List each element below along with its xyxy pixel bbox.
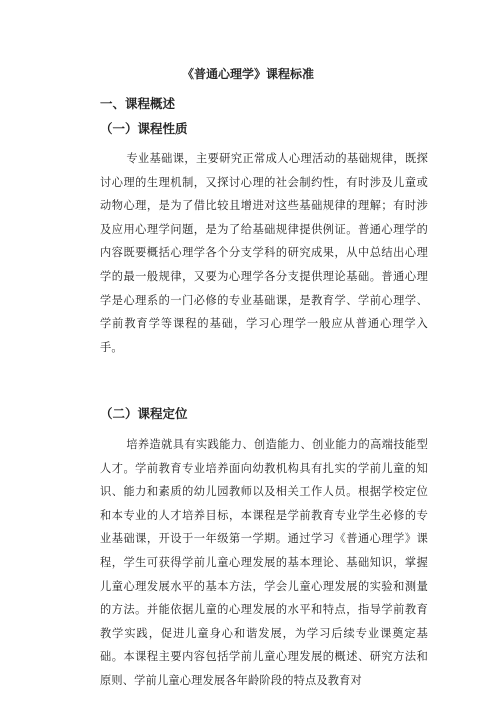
paragraph-course-positioning: 培养造就具有实践能力、创造能力、创业能力的高端技能型人才。学前教育专业培养面向幼教机构具有扎实的学前儿童的知识、能力和素质的幼儿园教师以及相关工作人员。根据学校定位和本专业的人才培养目标，本课程是学前教育专业学生必修的专业基础课，开设于一年级第一学期。通过学习《普通心理学》课程，学生可获得学前儿童心理发展的基本理论、基础知识，掌握儿童心理发展水平的基本方法，学会儿童心理发展的实验和测量的方法。并能依据儿童的心理发展的水平和特点，指导学前教育教学实践，促进儿童身心和谐发展，为学习后续专业课奠定基础。本课程主要内容包括学前儿童心理发展的概述、研究方法和原则、学前儿童心理发展各年龄阶段的特点及教育对 xyxy=(100,438,428,687)
paragraph-course-nature: 专业基础课，主要研究正常成人心理活动的基础规律，既探讨心理的生理机制，又探讨心理的社会制约性，有时涉及儿童或动物心理，是为了借比较且增进对这些基础规律的理解；有时涉及应用心理学问题，是为了给基础规律提供例证。普通心理学的内容既要概括心理学各个分支学科的研究成果，从中总结出心理学的最一般规律，又要为心理学各分支提供理论基础。普通心理学是心理系的一门必修的专业基础课，是教育学、学前心理学、学前教育学等课程的基础，学习心理学一般应从普通心理学入手。 xyxy=(100,152,428,354)
subsection-heading-positioning: （二）课程定位 xyxy=(100,406,188,421)
subsection-heading-nature: （一）课程性质 xyxy=(100,121,188,136)
document-title: 《普通心理学》课程标准 xyxy=(181,67,314,81)
section-heading-overview: 一、课程概述 xyxy=(100,96,176,111)
